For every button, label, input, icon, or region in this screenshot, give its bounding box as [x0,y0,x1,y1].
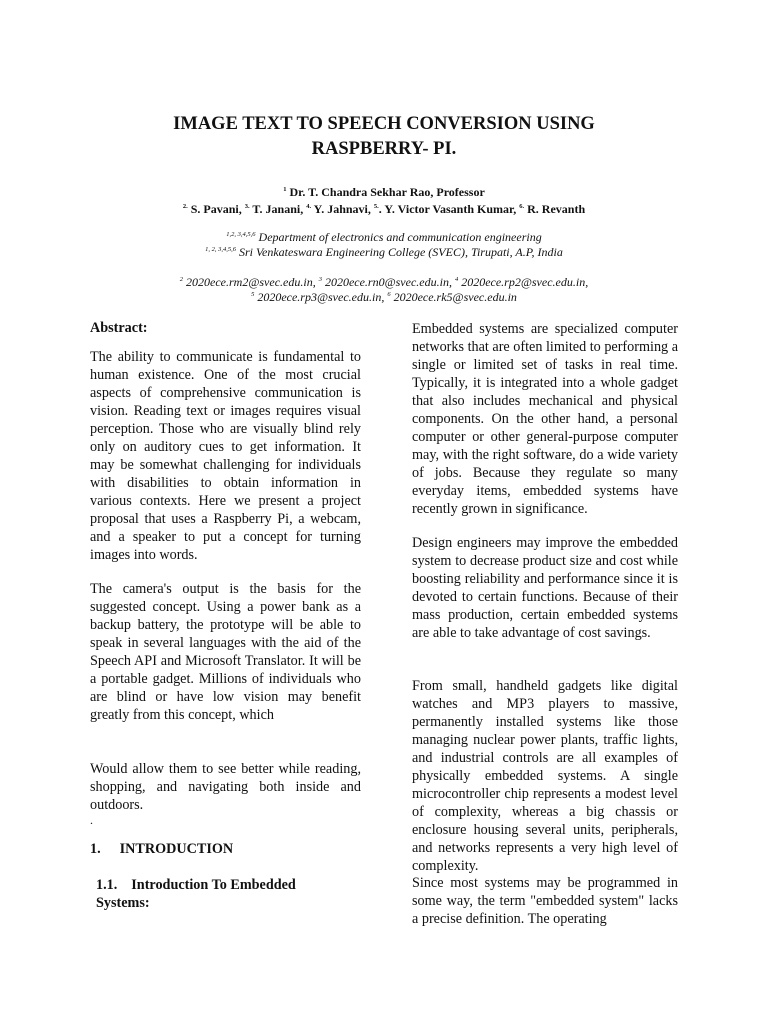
email-marker: 2 [179,276,184,283]
email-marker: 4 [454,276,459,283]
author-name: Y. Jahnavi, [311,202,374,216]
author-marker: 5. [373,203,379,210]
author-marker: 2. [182,203,188,210]
email-line-1 [84,275,684,290]
title-line-2: RASPBERRY- PI. [311,139,457,159]
email-address[interactable]: 2020ece.rp3@svec.edu.in, [254,290,388,304]
abstract-paragraph-3: Would allow them to see better while reading, shopping, and navigating both inside and outdoors. [90,761,361,813]
author-line-1 [84,184,684,201]
embedded-paragraph-3: From small, handheld gadgets like digital watches and MP3 players to massive, permanently installed systems like those managing nuclear power plants, traffic lights, and industrial controls are all examples of physically embedded systems. A single microcontroller chip represents a modest level of complexity, whereas a big chassis or enclosure housing several units, peripherals, and networks represents a very high level of complexity. [412,678,678,874]
email-address[interactable]: 2020ece.rn0@svec.edu.in, [321,275,455,289]
section-number: 1. [90,841,101,857]
email-marker: 6 [387,291,391,298]
subsection-title-line-1 [96,876,361,894]
section-title: INTRODUCTION [119,841,234,857]
department-name: Department of electronics and communication engineering [255,230,542,244]
abstract-paragraph-2: The camera's output is the basis for the suggested concept. Using a power bank as a backup battery, the prototype will be able to speak in several languages with the aid of the Speech API and Microsoft Translator. It will be a portable gadget. Millions of individuals who are blind or have low vision may benefit greatly from this concept, which [90,581,361,723]
email-address[interactable]: 2020ece.rp2@svec.edu.in, [458,275,589,289]
author-marker: 1 [283,186,287,193]
author-line-2 [84,201,684,218]
department-line [84,230,684,245]
subsection-number: 1.1. [96,877,118,893]
subsection-title: Introduction To Embedded [131,877,296,893]
affiliation-marker: 1, 2, 3,4,5,6 [205,246,236,253]
title-line-1: IMAGE TEXT TO SPEECH CONVERSION USING [173,114,595,134]
email-address[interactable]: 2020ece.rm2@svec.edu.in, [183,275,319,289]
author-name: Dr. T. Chandra Sekhar Rao, Professor [286,185,485,199]
email-list [84,275,684,305]
author-name: T. Janani, [249,202,307,216]
embedded-paragraph-1: Embedded systems are specialized computer networks that are often limited to performing a single or limited set of tasks in real time. Typically, it is integrated into a whole gadget that also includes mechanical and physical components. On the other hand, a personal computer or other general-purpose computer may, with the right software, do a wide variety of jobs. Because they regulate so many everyday items, embedded systems have recently grown in significance. [412,321,678,517]
affiliation [84,230,684,260]
section-heading-introduction [90,841,361,858]
email-address[interactable]: 2020ece.rk5@svec.edu.in [390,290,517,304]
college-name: Sri Venkateswara Engineering College (SVEC), Tirupati, A.P, India [236,245,563,259]
author-list [84,184,684,218]
author-name: R. Revanth [524,202,586,216]
embedded-paragraph-2: Design engineers may improve the embedded system to decrease product size and cost while boosting reliability and performance since it is devoted to certain functions. Because of their mass production, certain embedded systems are able to take advantage of cost savings. [412,535,678,641]
author-marker: 6. [519,203,525,210]
paper-title [84,112,684,162]
abstract-paragraph-1: The ability to communicate is fundamental to human existence. One of the most crucial aspects of comprehensive communication is vision. Reading text or images requires visual perception. Those who are visually blind rely only on auditory cues to get information. It may be somewhat challenging for individuals with disabilities to obtain information in various contexts. Here we present a project proposal that uses a Raspberry Pi, a webcam, and a speaker to put a concept for turning images into words. [90,349,361,563]
author-name: S. Pavani, [187,202,245,216]
email-line-2 [84,290,684,305]
subsection-heading [96,876,361,912]
email-marker: 3 [318,276,322,283]
author-marker: 4. [306,203,312,210]
affiliation-marker: 1,2, 3,4,5,6 [226,231,256,238]
embedded-paragraph-4: Since most systems may be programmed in some way, the term "embedded system" lacks a precise definition. The operating [412,875,678,927]
email-marker: 5 [251,291,255,298]
author-marker: 3. [244,203,250,210]
stray-dot: . [90,813,93,827]
author-name: . Y. Victor Vasanth Kumar, [378,202,520,216]
subsection-title-line-2: Systems: [96,895,150,911]
abstract-heading: Abstract: [90,320,148,336]
college-line [84,245,684,260]
